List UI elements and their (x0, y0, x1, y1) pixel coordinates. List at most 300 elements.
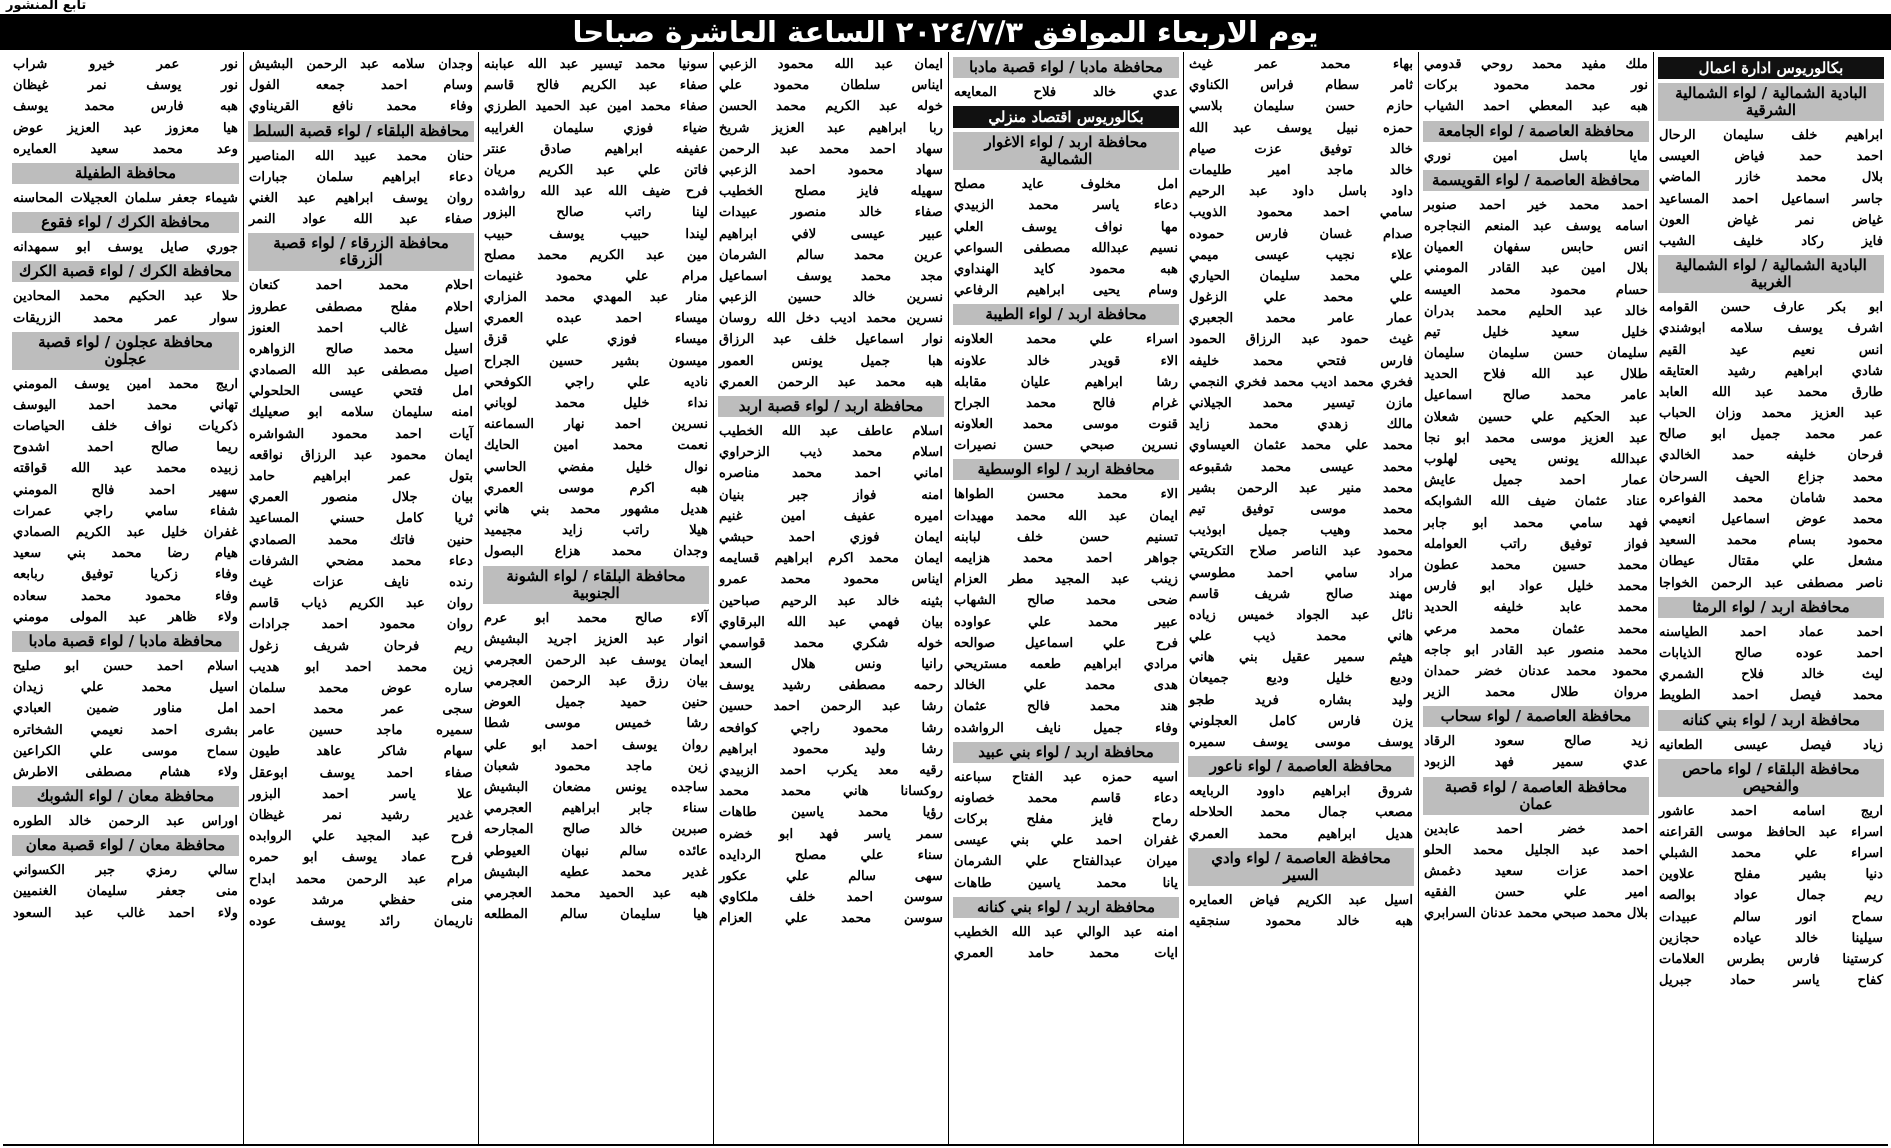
name-entry: احمد خضر احمد عابدين (1424, 821, 1648, 837)
name-entry: احلام محمد احمد كنعان (249, 278, 473, 294)
name-entry: محمد عيسى محمد شقبوعه (1189, 459, 1413, 475)
name-entry: سجى عمر محمد احمد (249, 702, 473, 718)
name-entry: صفاء محمد امين عبد الحميد الطرزي (484, 99, 708, 115)
name-entry: محمد وهيب جميل ابوذيب (1189, 523, 1413, 539)
name-entry: امنه عبد الوالي عبد الله الخطيب (954, 924, 1178, 940)
name-entry: كرستينا فارس بطرس العلامات (1659, 952, 1883, 967)
name-entry: خليل سعيد خليل تيم (1424, 324, 1648, 340)
date-banner: يوم الاربعاء الموافق ٢٠٢٤/٧/٣ الساعة العاشرة صباحا (0, 14, 1891, 50)
name-entry: اسيل غالب احمد العنوز (249, 320, 473, 336)
name-entry: اسيل محمد علي زيدان (13, 680, 238, 696)
column-1 (1653, 52, 1888, 1144)
name-entry: ليندا حبيب يوسف حبيب (484, 226, 708, 242)
name-entry: طلال عبد الله فلاح الحديد (1424, 367, 1648, 383)
name-entry: ايمان عبد الله محمد مهيدات (954, 508, 1178, 524)
name-entry: مروان طلال محمد الزير (1424, 685, 1648, 701)
name-entry: اسراء علي محمد الشبلي (1659, 846, 1883, 862)
name-entry: وسام احمد جمعه الفول (249, 78, 473, 94)
name-entry: بيان رزق عبد الرحمن العجرمي (484, 674, 708, 690)
name-entry: سوار عمر محمد الزريقات (13, 310, 238, 326)
name-entry: هبه اكرم موسى العمري (484, 480, 708, 496)
name-entry: هبه عبد الحميد محمد العجرمي (484, 885, 708, 901)
name-entry: نوار اسماعيل خلف عبد الرزاق (719, 332, 943, 348)
column-7 (243, 52, 478, 1144)
name-entry: اريج محمد امين يوسف المومني (13, 376, 238, 392)
region-heading: محافظة اربد / لواء قصبة اربد (718, 396, 944, 417)
name-entry: ايمان فوزي احمد حبشي (719, 529, 943, 545)
name-entry: خوله عبد الكريم محمد الحسن (719, 99, 943, 115)
name-entry: تهاني محمد احمد اليوسف (13, 397, 238, 413)
name-entry: حسام محمود محمد العيسه (1424, 282, 1648, 298)
name-entry: ربا ابراهيم عبد العزيز شريخ (719, 120, 943, 136)
region-heading: محافظة اربد / لواء بني عبيد (953, 742, 1179, 763)
name-entry: جواهر احمد محمد هزايمه (954, 551, 1178, 566)
name-entry: ثامر سطام فراس الكناوي (1189, 78, 1413, 94)
name-entry: يزن فارس كامل العجلوني (1189, 713, 1413, 729)
name-entry: ساره عوض محمد سلمان (249, 680, 473, 696)
name-entry: منار عبد المهدي محمد المزاري (484, 290, 708, 306)
name-entry: مصعب جمال محمد الحلاحله (1189, 805, 1413, 821)
name-entry: حنين فاتك محمد الصمادي (249, 532, 473, 548)
name-entry: يانا محمد ياسين طاهات (954, 875, 1178, 891)
name-entry: انس حابس سفهان العميان (1424, 240, 1648, 256)
names-columns (3, 52, 1888, 1146)
name-entry: بلال محمد خازر الماضي (1659, 170, 1883, 186)
name-entry: صدام غسان فارس حموده (1189, 226, 1413, 242)
name-entry: ايمان عبد الله محمود الزعبي (719, 57, 943, 72)
name-entry: اسلام محمد ذيب الزحراوي (719, 445, 943, 461)
name-entry: دعاء ياسر محمد الزبيدي (954, 198, 1178, 214)
name-entry: رشا ابراهيم عليان مقابله (954, 374, 1178, 390)
name-entry: ساجده يونس مضعان البشيش (484, 780, 708, 795)
region-heading: محافظة اربد / لواء الاغوار الشمالية (953, 132, 1179, 170)
name-entry: امل فتحي عيسى الحلحولي (249, 384, 473, 400)
name-entry: اريج اسامه احمد عاشور (1659, 803, 1883, 819)
name-entry: زين محمد احمد ابو هديب (249, 659, 473, 675)
column-4 (948, 52, 1183, 1144)
name-entry: عبد العزيز موسى محمد ابو نجا (1424, 430, 1648, 446)
name-entry: حنين حميد جميل العوض (484, 695, 708, 711)
degree-heading: بكالوريوس اقتصاد منزلي (953, 106, 1179, 128)
region-heading: محافظة الطفيلة (12, 163, 239, 184)
name-entry: كفاح ياسر حماد جبريل (1659, 973, 1883, 989)
name-entry: ولاء هشام مصطفى الاطرش (13, 764, 238, 780)
name-entry: بشرى احمد نعيمي الشخاتره (13, 722, 238, 738)
name-entry: دعاء ابراهيم سلمان جبارات (249, 169, 473, 185)
name-entry: سهى سالم علي عكور (719, 868, 943, 884)
name-entry: مرام عبد الرحمن محمد ابداح (249, 871, 473, 887)
name-entry: هيام رضا محمد بني سعيد (13, 546, 238, 562)
name-entry: آيات احمد محمود الشواشره (249, 426, 473, 442)
name-entry: عبد العزيز محمد وزان الحباب (1659, 406, 1883, 422)
name-entry: نداء خليل محمد لوباني (484, 396, 708, 411)
name-entry: سمر ياسر فهد ابو خضره (719, 826, 943, 842)
name-entry: مراد سامي احمد مطوسي (1189, 565, 1413, 581)
name-entry: عبد الحكيم علي حسين شعلان (1424, 409, 1648, 425)
name-entry: لينا راتب صالح البزور (484, 205, 708, 221)
name-entry: عبير عيسى لافي ابراهيم (719, 226, 943, 242)
name-entry: امير علي حسن الفقيه (1424, 885, 1648, 901)
name-entry: زين ماجد محمود شعبان (484, 758, 708, 774)
name-entry: محمد عوض اسماعيل انعيمي (1659, 512, 1883, 527)
name-entry: علاء نجيب عيسى ميمي (1189, 247, 1413, 263)
name-entry: ضحى محمد صالح الشهاب (954, 593, 1178, 609)
region-heading: محافظة العاصمة / لواء وادي السير (1188, 848, 1414, 886)
name-entry: امل مناور ضمين العبادي (13, 701, 238, 717)
name-entry: ايمان محمود عبد الرزاق نواقعه (249, 447, 473, 463)
name-entry: هديل ابراهيم محمد العمري (1189, 826, 1413, 842)
name-entry: شيماء جعفر سلمان العجيلات المحاسنه (13, 190, 238, 206)
name-entry: وعد محمد سعيد العمايره (13, 141, 238, 157)
region-heading: محافظة البلقاء / لواء ماحص والفحيص (1658, 759, 1884, 797)
name-entry: هيا معزوز عبد العزيز عوض (13, 120, 238, 136)
name-entry: فرح عبد المجيد علي الروابده (249, 829, 473, 845)
name-entry: اوراس عبد الرحمن خالد الطوره (13, 814, 238, 830)
name-entry: دعاء قاسم محمد خصاونه (954, 790, 1178, 806)
region-heading: محافظة مادبا / لواء قصبة مادبا (12, 631, 239, 652)
name-entry: عدي سمير فهد الزبود (1424, 755, 1648, 771)
name-entry: اسراء علي محمد العلاونه (954, 332, 1178, 348)
name-entry: غفران خليل عبد الكريم الصمادي (13, 525, 238, 540)
degree-heading: بكالوريوس ادارة اعمال (1658, 57, 1884, 79)
name-entry: عدي خالد فلاح المعايعه (954, 85, 1178, 100)
region-heading: محافظة العاصمة / لواء القويسمة (1423, 170, 1649, 191)
name-entry: رشا عبد الرحمن احمد حسين (719, 699, 943, 715)
name-entry: جوري صايل يوسف ابو سمهدانه (13, 240, 238, 256)
name-entry: محمد عثمان محمد مرعي (1424, 621, 1648, 637)
name-entry: مالك زهدي محمد زايد (1189, 417, 1413, 433)
name-entry: مها نواف يوسف العلي (954, 219, 1178, 235)
name-entry: سناء علي مصلح الردايده (719, 847, 943, 863)
name-entry: جاسر اسماعيل احمد المساعيد (1659, 191, 1883, 207)
name-entry: غيث حمود عبد الرزاق الحمود (1189, 332, 1413, 348)
name-entry: الاء محمد محسن الطواها (954, 487, 1178, 503)
name-entry: عبير محمد علي عواوده (954, 614, 1178, 630)
name-entry: اصيل مصطفى عبد الله الصمادي (249, 363, 473, 379)
name-entry: طارق محمد عبد الله العابد (1659, 384, 1883, 400)
name-entry: روان محمود احمد جرادات (249, 617, 473, 633)
name-entry: بهاء محمد عمر غيث (1189, 57, 1413, 72)
name-entry: بثينه خالد عبد الرحيم صباحين (719, 593, 943, 609)
name-entry: محمود عبد الناصر صلاح التكريتي (1189, 544, 1413, 560)
name-entry: قنوت موسى محمد العلاونه (954, 417, 1178, 433)
region-heading: محافظة العاصمة / لواء سحاب (1423, 706, 1649, 727)
name-entry: محمد شامان محمد الفواعره (1659, 490, 1883, 506)
name-entry: فرح ضيف الله عبد الله رواشده (484, 184, 708, 200)
name-entry: احمد عزات سعيد دغمش (1424, 864, 1648, 879)
name-entry: ولاء ظاهر عبد المولى مومني (13, 609, 238, 625)
name-entry: سليمان حسن سليمان سليمان (1424, 346, 1648, 362)
region-heading: محافظة الكرك / لواء قصبة الكرك (12, 261, 239, 282)
name-entry: صبرين خالد صالح المجارحه (484, 822, 708, 838)
top-label: تابع المنشور (6, 0, 87, 13)
name-entry: عناد عثمان ضيف الله الشوابكه (1424, 494, 1648, 510)
name-entry: ناريمان رائد يوسف عوده (249, 913, 473, 929)
name-entry: نسيم عبدالله مصطفى السواعي (954, 240, 1178, 256)
name-entry: محمد منير عبد الرحمن بشير (1189, 480, 1413, 496)
name-entry: سماح موسى علي الكراعين (13, 743, 238, 759)
name-entry: خالد عبد الحليم محمد بدران (1424, 303, 1648, 319)
name-entry: علي محمد علي الزغول (1189, 290, 1413, 306)
name-entry: سميره ماجد حسين عامر (249, 723, 473, 739)
name-entry: رشا خميس موسى شطا (484, 716, 708, 732)
name-entry: ميساء احمد عبده العمري (484, 311, 708, 327)
name-entry: ايمان يوسف عبد الرحمن العجرمي (484, 652, 708, 668)
name-entry: ميران عبدالفتاح علي الشرمان (954, 854, 1178, 870)
name-entry: يوسف موسى يوسف سميره (1189, 735, 1413, 750)
name-entry: غدير محمد عطيه البشيش (484, 864, 708, 880)
name-entry: ميسون بشير حسين الجراح (484, 353, 708, 369)
name-entry: اماني احمد محمد مناصره (719, 466, 943, 482)
name-entry: شفاء سامي راجي عمرات (13, 503, 238, 519)
name-entry: عمر محمد جميل ابو صالح (1659, 427, 1883, 443)
name-entry: مهند صالح شريف قاسم (1189, 586, 1413, 602)
name-entry: رانيا ونس هلال السعد (719, 657, 943, 673)
name-entry: هبه محمد عبد الرحمن العمري (719, 374, 943, 390)
name-entry: نعمت محمد امين الحايك (484, 438, 708, 454)
name-entry: نور يوسف نمر غيظان (13, 78, 238, 94)
name-entry: هيثم سمير عقيل بني هاني (1189, 650, 1413, 666)
name-entry: اسيه حمزه عبد الفتاح سباعنه (954, 769, 1178, 785)
name-entry: ذكريات نواف خلف الحياصات (13, 419, 238, 435)
name-entry: هيا سليمان سالم المطلعه (484, 907, 708, 923)
name-entry: نسرين صبحي حسن نصيرات (954, 438, 1178, 454)
name-entry: وسام يحيى ابراهيم الرفاعي (954, 283, 1178, 299)
name-entry: رشا محمود راجي كوافحه (719, 720, 943, 736)
name-entry: اسلام عاطف عبد الله الخطيب (719, 424, 943, 439)
name-entry: رحمه مصطفى رشيد يوسف (719, 678, 943, 694)
name-entry: هند محمد فالح عثمان (954, 699, 1178, 715)
name-entry: ايات محمد حامد العمري (954, 946, 1178, 961)
name-entry: علا ياسر احمد البزور (249, 786, 473, 802)
name-entry: فرح علي اسماعيل صوالحه (954, 635, 1178, 651)
name-entry: نسرين محمد اديب دخل الله روسان (719, 311, 943, 327)
name-entry: اسراء عبد الحافظ موسى القراعنه (1659, 824, 1883, 840)
name-entry: نسرين خالد حسين الزعبي (719, 290, 943, 306)
name-entry: ناديه علي راجي الكوفحي (484, 374, 708, 390)
name-entry: ناصر مصطفى عبد الرحمن الخواجا (1659, 575, 1883, 591)
name-entry: مرام علي محمود غنيمات (484, 268, 708, 284)
name-entry: هيلا راتب زايد مجيميد (484, 523, 708, 539)
region-heading: محافظة اربد / لواء الرمثا (1658, 597, 1884, 618)
name-entry: وفاء محمد نافع القريناوي (249, 99, 473, 115)
name-entry: صفاء عبد الله عواد النمر (249, 212, 473, 228)
name-entry: اسيل محمد صالح الزواهره (249, 341, 473, 357)
name-entry: فاتن علي عبد الكريم مريان (484, 162, 708, 178)
name-entry: هدى محمد علي الخالد (954, 678, 1178, 694)
name-entry: بتول عمر ابراهيم حامد (249, 469, 473, 484)
name-entry: سهير احمد فالح المومني (13, 482, 238, 498)
column-2 (1418, 52, 1653, 1144)
name-entry: احمد عبد الجليل محمد الحلو (1424, 842, 1648, 858)
name-entry: حلا عبد الحكيم محمد المحادين (13, 289, 238, 305)
name-entry: غرام فالح محمد الجراح (954, 395, 1178, 411)
name-entry: زيد صالح سعود الرقاد (1424, 734, 1648, 750)
name-entry: خوله شكري محمد قواسمي (719, 635, 943, 651)
name-entry: هديل مشهور محمد بني هاني (484, 501, 708, 517)
name-entry: روان يوسف ابراهيم عبد الغني (249, 190, 473, 206)
name-entry: زينب عبد المجيد مطر العزام (954, 572, 1178, 588)
name-entry: مازن تيسير محمد الجيلاني (1189, 396, 1413, 411)
name-entry: بلال محمد صبحي محمد عدنان السرابري (1424, 906, 1648, 922)
name-entry: حنان محمد عبيد الله المناصير (249, 148, 473, 164)
name-entry: محمد خليل عواد ابو فارس (1424, 579, 1648, 595)
region-heading: البادية الشمالية / لواء الشمالية الشرقية (1658, 83, 1884, 121)
name-entry: سهيله فايز مصلح الخطيب (719, 184, 943, 200)
region-heading: محافظة العاصمة / لواء ناعور (1188, 756, 1414, 777)
name-entry: مين عبد الكريم محمد مصلح (484, 247, 708, 263)
name-entry: سهاد محمود احمد الزعبي (719, 162, 943, 178)
name-entry: عبدالله يونس يحيى لهلوب (1424, 452, 1648, 467)
name-entry: فهد سامي محمد ابو جابر (1424, 515, 1648, 531)
name-entry: وليد بشاره فريد طجو (1189, 692, 1413, 708)
name-entry: محمد موسى توفيق تيم (1189, 501, 1413, 517)
name-entry: رنده نايف عزات غيث (249, 574, 473, 590)
name-entry: محمود بسام محمد السعيد (1659, 533, 1883, 549)
name-entry: روان عبد الكريم ذياب قاسم (249, 596, 473, 612)
name-entry: دعاء محمد مضحي الشرفات (249, 553, 473, 569)
name-entry: امل مخلوف عايد مصلح (954, 177, 1178, 193)
name-entry: فخري محمد اديب محمد فخري النجمي (1189, 374, 1413, 390)
name-entry: وجدان سلامه عبد الرحمن البشيش (249, 57, 473, 72)
column-6 (478, 52, 713, 1144)
name-entry: فارس فتحي محمد خليفه (1189, 353, 1413, 369)
region-heading: محافظة اربد / لواء الطيبة (953, 304, 1179, 325)
name-entry: رشا وليد محمود ابراهيم (719, 741, 943, 757)
name-entry: سناء جابر ابراهيم العجرمي (484, 801, 708, 817)
column-3 (1183, 52, 1418, 1144)
name-entry: عامر محمد صالح اسماعيل (1424, 388, 1648, 404)
name-entry: هبه محمود كايد الهنداوي (954, 261, 1178, 277)
name-entry: احمد عوده صالح الذيابات (1659, 645, 1883, 661)
name-entry: سوسن محمد علي العزام (719, 911, 943, 927)
name-entry: سونيا محمد تيسير عبد الله عبابنه (484, 57, 708, 72)
name-entry: ليث خالد فلاح الشمري (1659, 667, 1883, 683)
name-entry: صفاء عبد الكريم فالح قاسم (484, 78, 708, 94)
name-entry: تسنيم حسن خلف لبابنه (954, 529, 1178, 545)
name-entry: عائده سالم نبهان العيوطي (484, 843, 708, 859)
name-entry: ريم جمال عواد بوالصه (1659, 888, 1883, 904)
name-entry: هبا جميل يونس العمور (719, 353, 943, 369)
name-entry: شادي ابراهيم رشيد العتايقه (1659, 363, 1883, 379)
name-entry: مجد محمد يوسف اسماعيل (719, 268, 943, 284)
name-entry: سهاد احمد محمد عبد الرحمن (719, 141, 943, 157)
name-entry: ولاء احمد غالب عبد السعود (13, 905, 238, 921)
name-entry: عمار احمد جميل عايش (1424, 473, 1648, 489)
name-entry: خالد توفيق عزت صيام (1189, 141, 1413, 157)
name-entry: داود باسل داود عبد الرحيم (1189, 184, 1413, 200)
name-entry: امنه سليمان سلامه ابو صعيليك (249, 405, 473, 421)
name-entry: هاني محمد ذيب علي (1189, 629, 1413, 645)
name-entry: سوسن احمد خلف ملكاوي (719, 890, 943, 906)
name-entry: صفاء احمد يوسف ابوعقل (249, 765, 473, 781)
region-heading: محافظة عجلون / لواء قصبة عجلون (12, 332, 239, 370)
region-heading: محافظة اربد / لواء الوسطية (953, 459, 1179, 480)
name-entry: وفاء جميل نايف الرواشده (954, 720, 1178, 736)
name-entry: زياد فيصل عيسى الطعانيه (1659, 737, 1883, 753)
name-entry: شروق ابراهيم داوود الربايعه (1189, 784, 1413, 800)
name-entry: خالد ماجد امير طليمات (1189, 162, 1413, 178)
name-entry: منى جعفر سليمان الغنميين (13, 884, 238, 900)
name-entry: احمد محمد خير احمد صنوبر (1424, 197, 1648, 213)
name-entry: عمار عامر محمد الجعبري (1189, 311, 1413, 327)
name-entry: نوال خليل مفضي الحاسي (484, 459, 708, 475)
name-entry: محمود محمد عدنان خضر حمدان (1424, 663, 1648, 679)
name-entry: نور محمد محمود بركات (1424, 78, 1648, 94)
region-heading: البادية الشمالية / لواء الشمالية الغربية (1658, 255, 1884, 293)
region-heading: محافظة الزرقاء / لواء قصبة الزرقاء (248, 233, 474, 271)
region-heading: محافظة معان / لواء قصبة معان (12, 835, 239, 856)
region-heading: محافظة البلقاء / لواء الشونة الجنوبية (483, 566, 709, 604)
name-entry: ايناس سلطان محمود علي (719, 78, 943, 94)
name-entry: وجدان محمد هزاع البصول (484, 544, 708, 560)
name-entry: اسامه يوسف عبد المنعم النجاجره (1424, 218, 1648, 234)
name-entry: امنه فواز جبر بنيان (719, 487, 943, 503)
name-entry: روان يوسف احمد ابو علي (484, 737, 708, 753)
region-heading: محافظة البلقاء / لواء قصبة السلط (248, 121, 474, 142)
name-entry: اسلام احمد حسن ابو صليح (13, 658, 238, 674)
name-entry: ريم فرحان شريف زغول (249, 638, 473, 654)
name-entry: انس نعيم عيد القيم (1659, 342, 1883, 358)
name-entry: انوار عبد العزيز اجريد البشيش (484, 631, 708, 647)
name-entry: محمد فيصل احمد الطويط (1659, 688, 1883, 704)
name-entry: فرح عماد يوسف ابو حمره (249, 850, 473, 866)
name-entry: ابو بكر عارف حسن القوامه (1659, 300, 1883, 316)
name-entry: هبه عبد المعطي احمد الشياب (1424, 99, 1648, 115)
name-entry: ريما صالح احمد اشدوح (13, 440, 238, 456)
name-entry: سامي احمد محمود الذويب (1189, 205, 1413, 221)
name-entry: آلاء صالح محمد ابو عرم (484, 610, 708, 626)
name-entry: روكسانا هاني محمد محمد (719, 784, 943, 800)
name-entry: علي محمد سليمان الحياري (1189, 268, 1413, 284)
name-entry: رماح فايز مفلح بركات (954, 812, 1178, 828)
region-heading: محافظة العاصمة / لواء الجامعة (1423, 121, 1649, 142)
name-entry: سماح انور سالم عبيدات (1659, 909, 1883, 925)
region-heading: محافظة معان / لواء الشوبك (12, 786, 239, 807)
name-entry: محمد عابد خليفه الحديد (1424, 600, 1648, 616)
name-entry: هبه خالد محمود سنجقيه (1189, 913, 1413, 929)
name-entry: ايناس محمود محمد عمرو (719, 572, 943, 588)
name-entry: مشعل علي مقتال عيطان (1659, 554, 1883, 570)
name-entry: الاء قويدر خالد علاونه (954, 353, 1178, 369)
name-entry: وفاء زكريا توفيق ربابعه (13, 567, 238, 583)
name-entry: زبيده محمد عبد الله قواقته (13, 461, 238, 477)
name-entry: هبه فارس محمد يوسف (13, 99, 238, 115)
name-entry: احلام مفلح مصطفى عطروز (249, 299, 473, 315)
name-entry: رقيه معد يكرب احمد الزبيدي (719, 763, 943, 778)
name-entry: فرحان خليفه حمد الخالدي (1659, 448, 1883, 464)
name-entry: ابراهيم خلف سليمان الرحال (1659, 128, 1883, 143)
name-entry: رؤيا محمد ياسين طاهات (719, 805, 943, 821)
name-entry: بيان جلال منصور العمري (249, 490, 473, 506)
name-entry: غياض نمر غياض العون (1659, 212, 1883, 228)
name-entry: عرين محمد سالم الشرمان (719, 247, 943, 263)
name-entry: محمد حسين محمد عطون (1424, 557, 1648, 573)
name-entry: محمد علي محمد عثمان العيساوي (1189, 438, 1413, 454)
name-entry: ملك مفيد محمد روحي قدومي (1424, 57, 1648, 72)
name-entry: نسرين احمد نهار السماعنه (484, 417, 708, 433)
name-entry: اسيل عبد الكريم فياض العمايره (1189, 892, 1413, 908)
name-entry: محمد منصور عبد القادر ابو جاجه (1424, 642, 1648, 658)
name-entry: حمزه نبيل يوسف عبد الله (1189, 120, 1413, 136)
name-entry: بلال امين عبد القادر المومني (1424, 261, 1648, 277)
name-entry: فايز ركاد خليف الشيب (1659, 233, 1883, 249)
name-entry: مايا باسل امين نوري (1424, 148, 1648, 164)
region-heading: محافظة اربد / لواء بني كنانه (1658, 710, 1884, 731)
name-entry: دنيا بشير مفلح علاوين (1659, 867, 1883, 883)
name-entry: عفيفه ابراهيم صادق عنتر (484, 141, 708, 157)
name-entry: احمد عماد احمد الطياسنه (1659, 624, 1883, 640)
